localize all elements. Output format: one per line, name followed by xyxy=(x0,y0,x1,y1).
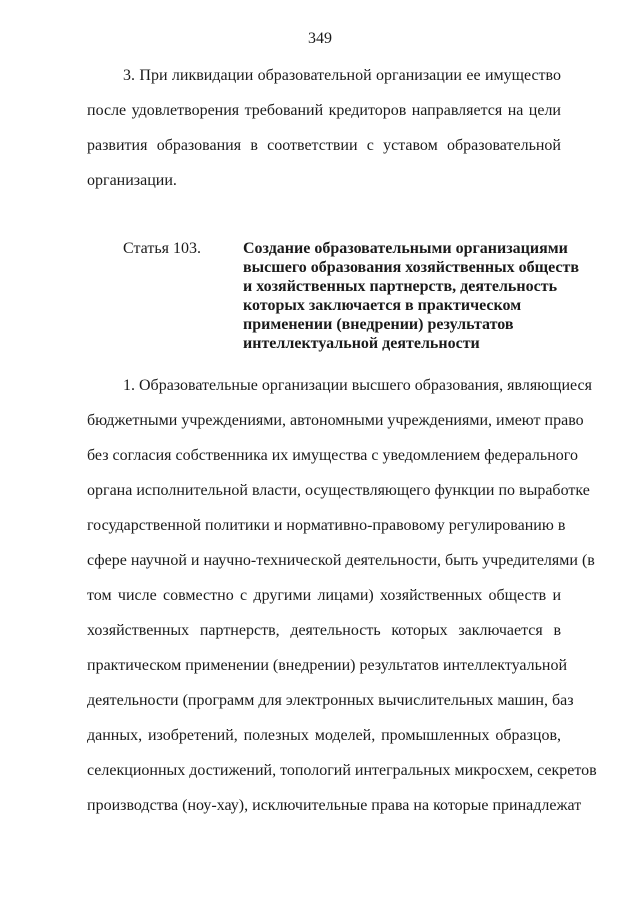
article-title-line: Создание образовательными организациями xyxy=(243,240,568,257)
paragraph-1-line: том числе совместно с другими лицами) хозяйственных обществ и xyxy=(87,587,561,604)
article-label: Статья 103. xyxy=(123,240,201,257)
paragraph-1-line: хозяйственных партнерств, деятельность которых заключается в xyxy=(87,622,561,639)
paragraph-1-line: сфере научной и научно-технической деятельности, быть учредителями (в xyxy=(87,552,595,569)
paragraph-3-line: развития образования в соответствии с уставом образовательной xyxy=(87,137,561,154)
article-title xyxy=(243,239,580,353)
paragraph-1-line: бюджетными учреждениями, автономными учреждениями, имеют право xyxy=(87,412,584,429)
article-title-line: и хозяйственных партнерств, деятельность xyxy=(243,278,558,295)
article-title-line: применении (внедрении) результатов xyxy=(243,316,514,333)
paragraph-1-line: производства (ноу-хау), исключительные права на которые принадлежат xyxy=(87,797,582,814)
article-title-line: высшего образования хозяйственных обществ xyxy=(243,259,580,276)
paragraph-1-line: органа исполнительной власти, осуществляющего функции по выработке xyxy=(87,482,590,499)
paragraph-1-line: селекционных достижений, топологий интегральных микросхем, секретов xyxy=(87,762,597,779)
page-number: 349 xyxy=(308,30,332,47)
paragraph-3-line: после удовлетворения требований кредиторов направляется на цели xyxy=(87,102,561,119)
paragraph-1-line: без согласия собственника их имущества с уведомлением федерального xyxy=(87,447,578,464)
paragraph-3-line: организации. xyxy=(87,172,177,189)
paragraph-1-line: практическом применении (внедрении) результатов интеллектуальной xyxy=(87,657,568,674)
paragraph-1-line: государственной политики и нормативно-правовому регулированию в xyxy=(87,517,566,534)
paragraph-1-line: деятельности (программ для электронных вычислительных машин, баз xyxy=(87,692,574,709)
article-title-line: интеллектуальной деятельности xyxy=(243,335,480,352)
article-title-line: которых заключается в практическом xyxy=(243,297,522,314)
paragraph-3-line: 3. При ликвидации образовательной организации ее имущество xyxy=(123,67,561,84)
paragraph-1-line: данных, изобретений, полезных моделей, промышленных образцов, xyxy=(87,727,561,744)
paragraph-1-line: 1. Образовательные организации высшего образования, являющиеся xyxy=(123,377,592,394)
